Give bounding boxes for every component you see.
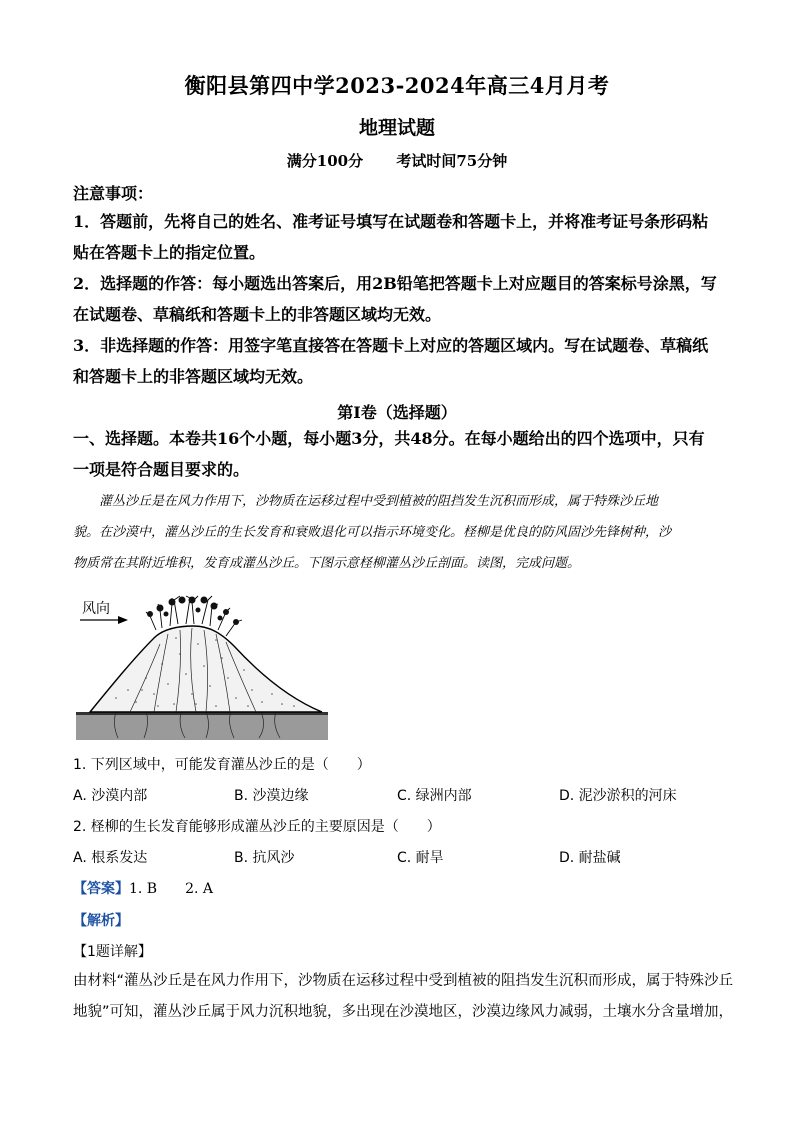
- answer-line: [73, 878, 213, 898]
- answer-value: 1. B 2. A: [129, 881, 214, 897]
- analysis-line: 由材料“灌丛沙丘是在风力作用下，沙物质在运移过程中受到植被的阻挡发生沉积而形成，属于特殊沙丘: [73, 973, 734, 989]
- question-1-option-b: B. 沙漠边缘: [234, 788, 309, 804]
- score-time-line: [0, 150, 794, 171]
- notice-heading: 注意事项：: [73, 184, 154, 203]
- question-2-option-a: A. 根系发达: [73, 850, 148, 866]
- exam-duration: 考试时间75分钟: [396, 152, 508, 170]
- question-2-stem: 2. 柽柳的生长发育能够形成灌丛沙丘的主要原因是（ ）: [73, 819, 441, 835]
- section-instruction: 一项是符合题目要求的。: [73, 460, 250, 479]
- answer-label: 【答案】: [73, 881, 129, 897]
- exam-title: 衡阳县第四中学2023-2024年高三4月月考: [184, 73, 610, 98]
- analysis-line: 地貌”可知，灌丛沙丘属于风力沉积地貌，多出现在沙漠地区，沙漠边缘风力减弱，土壤水分含量增加，: [73, 1004, 734, 1020]
- question-2-option-b: B. 抗风沙: [234, 850, 295, 866]
- question-2-option-c: C. 耐旱: [397, 850, 444, 866]
- notice-line: 和答题卡上的非答题区域均无效。: [73, 367, 314, 386]
- notice-line: 2．选择题的作答：每小题选出答案后，用2B铅笔把答题卡上对应题目的答案标号涂黑，写: [73, 274, 717, 293]
- material-line: 貌。在沙漠中，灌丛沙丘的生长发育和衰败退化可以指示环境变化。柽柳是优良的防风固沙先锋树种，沙: [73, 525, 672, 540]
- question-2-option-d: D. 耐盐碱: [559, 850, 621, 866]
- subject-title: 地理试题: [358, 117, 435, 139]
- notice-line: 3．非选择题的作答：用签字笔直接答在答题卡上对应的答题区域内。写在试题卷、草稿纸: [73, 336, 709, 355]
- question-1-option-a: A. 沙漠内部: [73, 788, 148, 804]
- nebkha-dune-figure: [76, 594, 332, 742]
- notice-line: 1．答题前，先将自己的姓名、准考证号填写在试题卷和答题卡上，并将准考证号条形码粘: [73, 212, 709, 231]
- full-score: 满分100分: [286, 152, 364, 170]
- analysis-label: 【解析】: [73, 913, 129, 929]
- detail-label: 【1题详解】: [73, 944, 152, 960]
- notice-line: 贴在答题卡上的指定位置。: [73, 243, 266, 262]
- question-1-stem: 1. 下列区域中，可能发育灌丛沙丘的是（ ）: [73, 757, 371, 773]
- wind-direction-label: 风向: [82, 601, 110, 617]
- notice-line: 在试题卷、草稿纸和答题卡上的非答题区域均无效。: [73, 305, 442, 324]
- wind-arrow-icon: [80, 616, 128, 624]
- question-1-option-c: C. 绿洲内部: [397, 788, 472, 804]
- material-line: 灌丛沙丘是在风力作用下，沙物质在运移过程中受到植被的阻挡发生沉积而形成，属于特殊沙丘地: [73, 494, 659, 509]
- material-line: 物质常在其附近堆积，发育成灌丛沙丘。下图示意柽柳灌丛沙丘剖面。读图，完成问题。: [73, 556, 581, 571]
- section-title: 第Ⅰ卷（选择题）: [337, 403, 457, 422]
- question-1-option-d: D. 泥沙淤积的河床: [559, 788, 677, 804]
- section-instruction: 一、选择题。本卷共16个小题，每小题3分，共48分。在每小题给出的四个选项中，只有: [73, 429, 705, 448]
